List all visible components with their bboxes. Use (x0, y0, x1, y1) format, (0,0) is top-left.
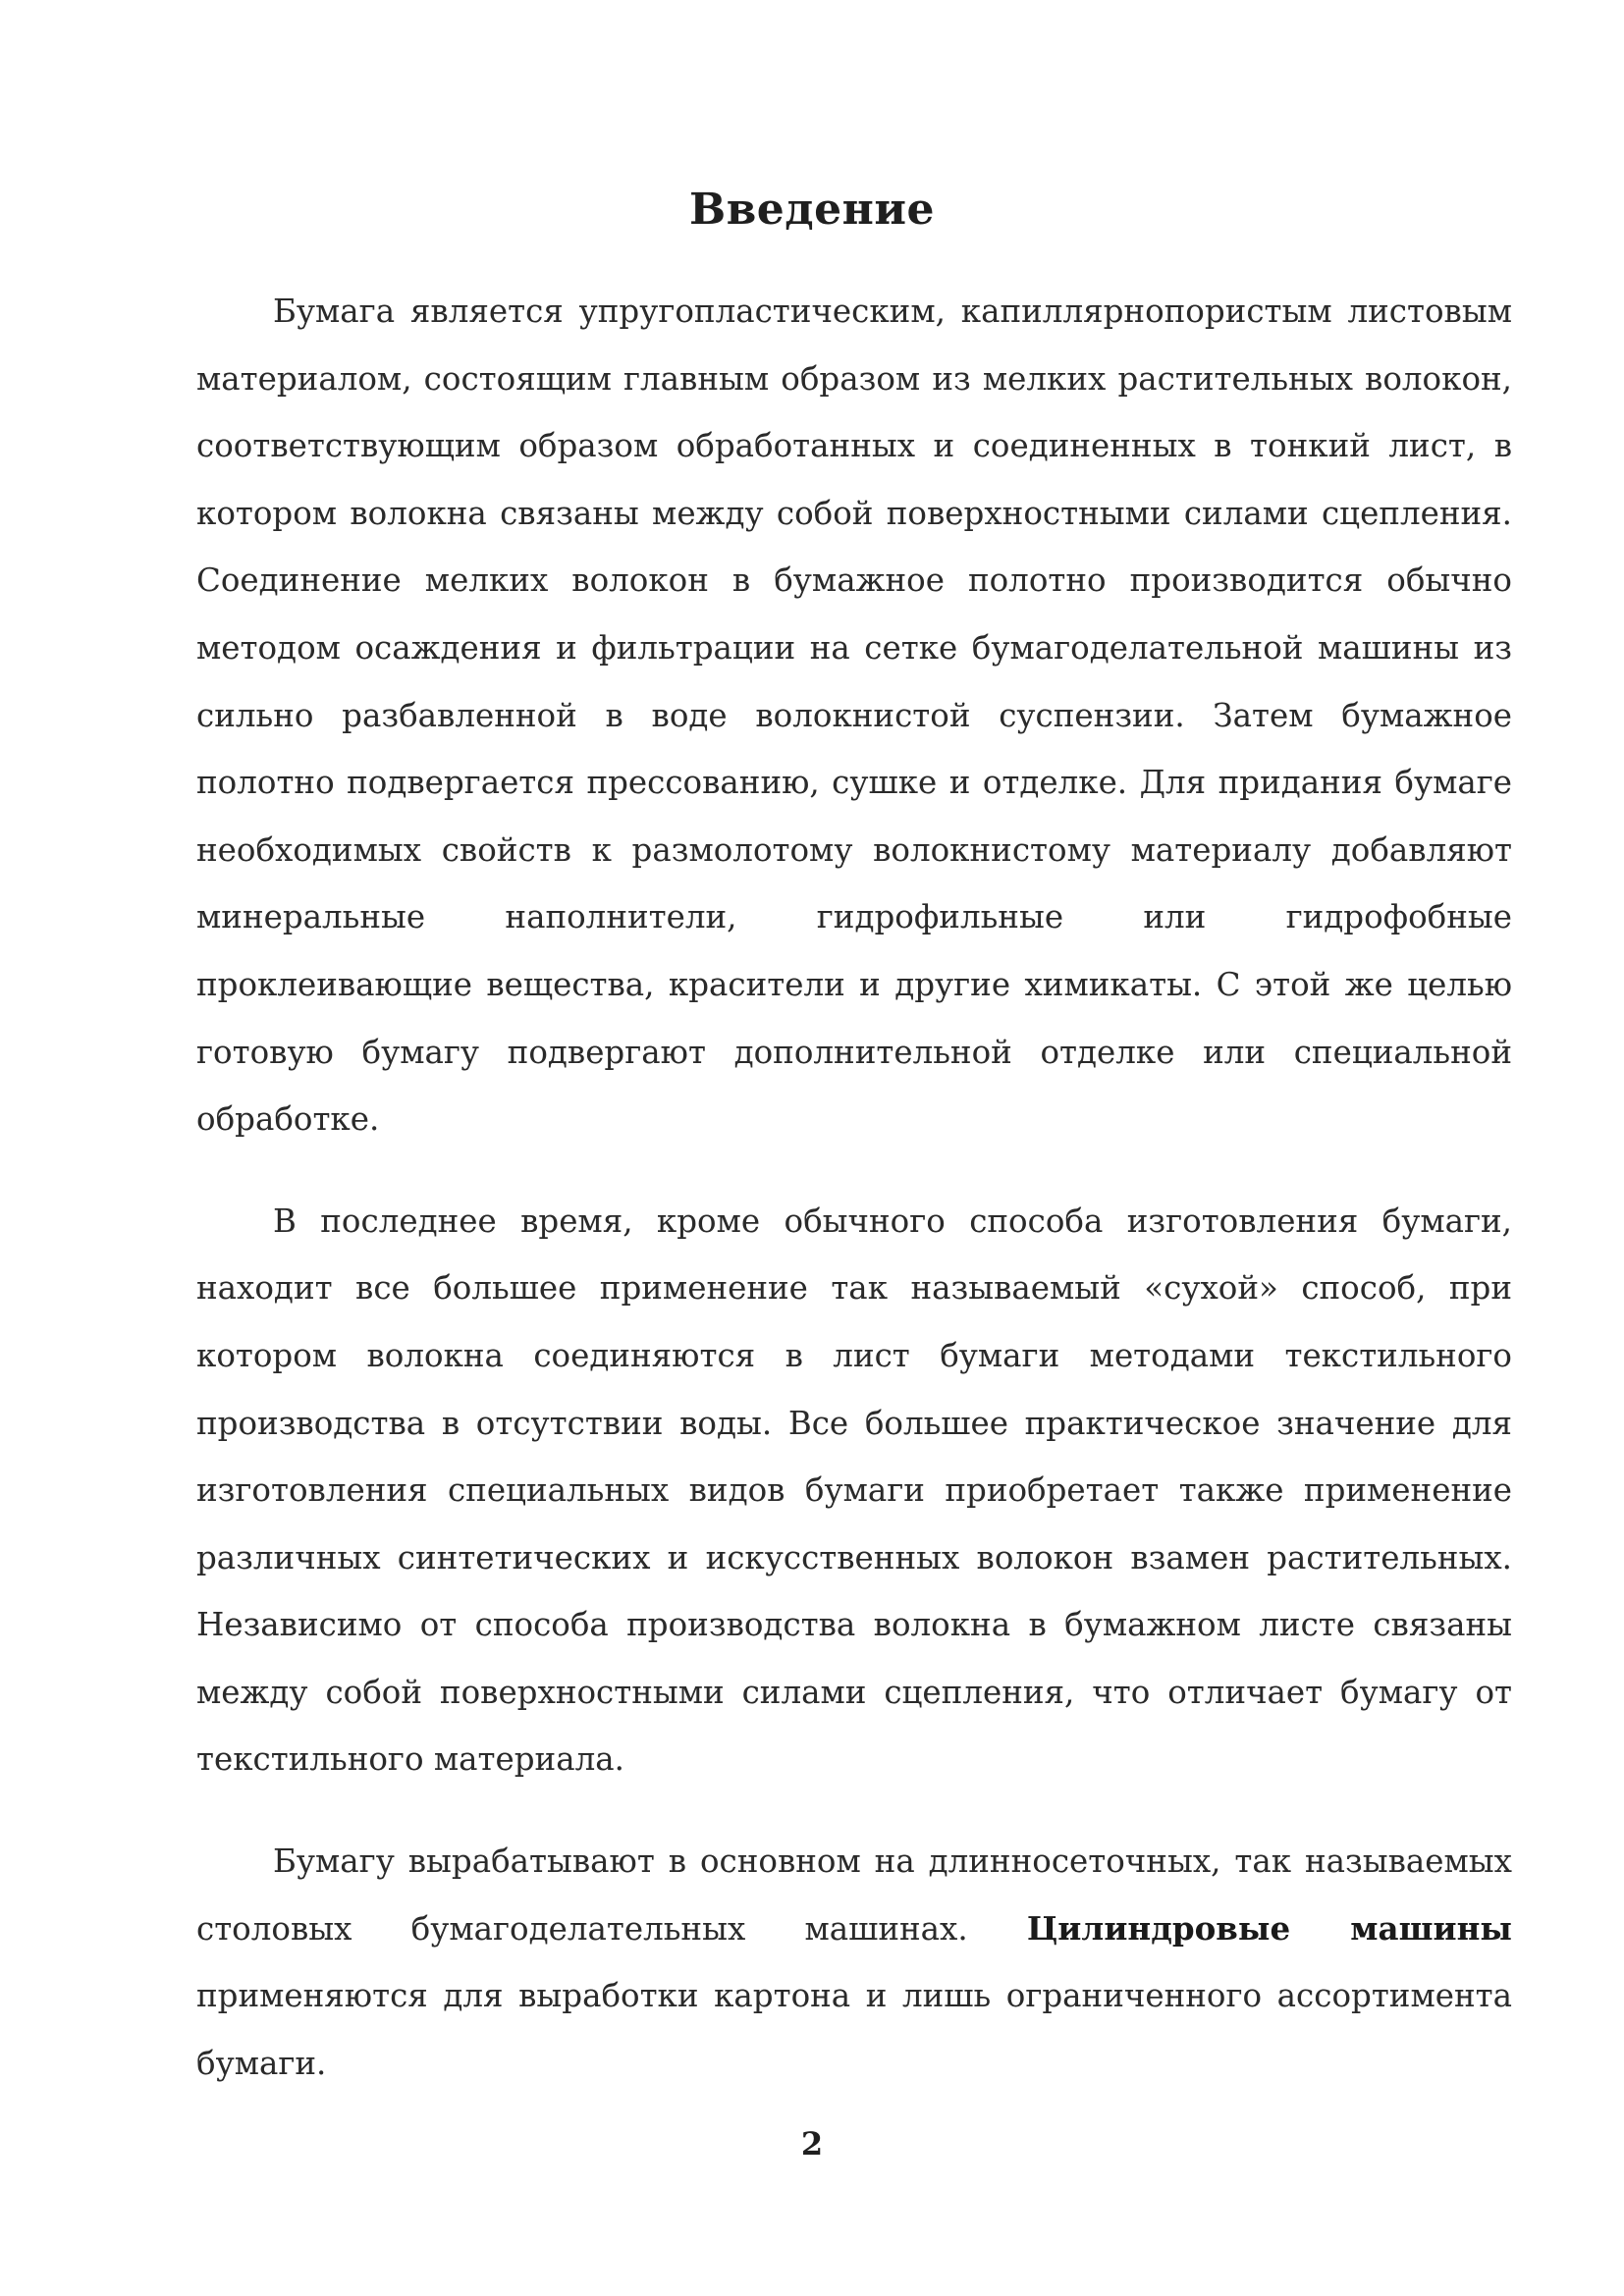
page-title: Введение (689, 185, 935, 236)
paragraph-paper-machines (196, 1828, 1512, 2097)
paragraph-paper-machines-text-start: Бумагу вырабатывают в основном на длинносеточных, так называемых столовых бумагоделательных машинах. (196, 1842, 1512, 1948)
document-body (196, 278, 1512, 2097)
paragraph-dry-method: В последнее время, кроме обычного способа изготовления бумаги, находит все большее применение так называемый «сухой» способ, при котором волокна соединяются в лист бумаги методами текстильного производства в отсутствии воды. Все большее практическое значение для изготовления специальных видов бумаги приобретает также применение различных синтетических и искусственных волокон взамен растительных. Независимо от способа производства волокна в бумажном листе связаны между собой поверхностными силами сцепления, что отличает бумагу от текстильного материала. (196, 1201, 1512, 1779)
cylinder-machines-bold-term: Цилиндровые машины (1026, 1908, 1512, 1948)
paragraph-paper-definition: Бумага является упругопластическим, капиллярнопористым листовым материалом, состоящим главным образом из мелких растительных волокон, соответствующим образом обработанных и соединенных в тонкий лист, в котором волокна связаны между собой поверхностными силами сцепления. Соединение мелких волокон в бумажное полотно производится обычно методом осаждения и фильтрации на сетке бумагоделательной машины из сильно разбавленной в воде волокнистой суспензии. Затем бумажное полотно подвергается прессованию, сушке и отделке. Для придания бумаге необходимых свойств к размолотому волокнистому материалу добавляют минеральные наполнители, гидрофильные или гидрофобные проклеивающие вещества, красители и другие химикаты. С этой же целью готовую бумагу подвергают дополнительной отделке или специальной обработке. (196, 293, 1512, 1139)
page-number: 2 (800, 2125, 824, 2163)
paragraph-paper-machines-text-end: применяются для выработки картона и лишь ограниченного ассортимента бумаги. (196, 1977, 1512, 2082)
